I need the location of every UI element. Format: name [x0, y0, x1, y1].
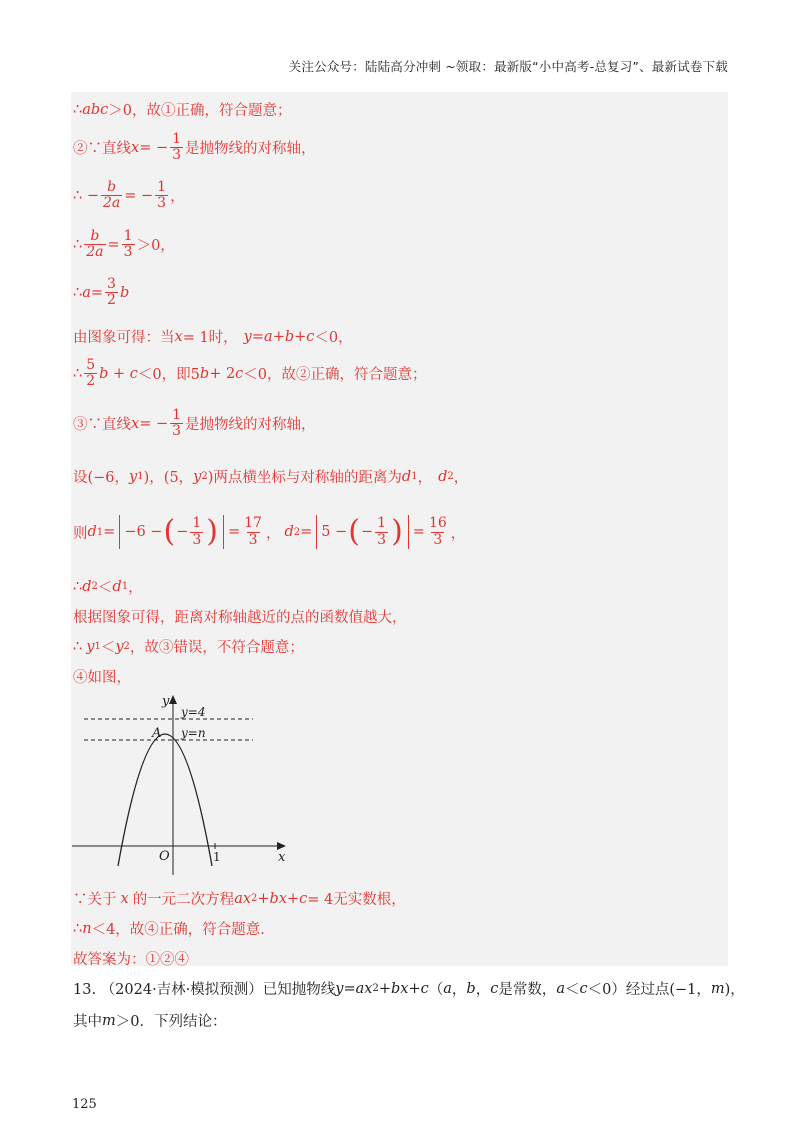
text: ，故③错误，不符合题意；	[129, 640, 304, 656]
text: ，	[475, 982, 491, 998]
math-var: d	[284, 524, 294, 540]
math-var: ax	[234, 890, 252, 907]
solution-line-11	[73, 576, 143, 597]
text: ，	[450, 525, 466, 542]
text: = 4无实数根，	[307, 892, 406, 908]
solution-line-4	[73, 229, 175, 261]
text: +	[294, 328, 307, 345]
text: + 2	[209, 365, 236, 382]
text: ∵关于	[73, 892, 117, 908]
subscript: 1	[137, 471, 144, 482]
text: ＞0，	[136, 238, 175, 255]
math-var: c	[579, 980, 588, 997]
text: +	[257, 890, 270, 907]
text: +	[378, 980, 392, 997]
parabola-graph	[70, 690, 300, 880]
denominator: 3	[157, 195, 167, 212]
text: =	[103, 524, 116, 540]
text: ∴	[73, 365, 83, 382]
right-paren: )	[391, 514, 403, 549]
x-axis-arrow	[277, 842, 286, 850]
math-var: y	[115, 638, 124, 655]
text: =	[343, 980, 356, 997]
line-yn-label: y=n	[181, 726, 206, 740]
numerator: 1	[157, 179, 167, 195]
subscript: 2	[293, 526, 301, 538]
text: +	[408, 980, 421, 997]
math-var: y	[243, 328, 252, 345]
solution-line-13	[73, 636, 304, 657]
denominator: 3	[123, 244, 133, 261]
solution-line-3	[73, 180, 185, 212]
text: ＜	[565, 982, 580, 998]
text: =	[251, 328, 265, 345]
therefore-symbol: ∴	[73, 101, 83, 118]
denominator: 3	[248, 531, 258, 548]
abs-bar-right	[223, 515, 224, 549]
text: +	[287, 890, 300, 907]
text: ＜4，故④正确，符合题意.	[91, 922, 265, 938]
text: ∴ −	[73, 187, 99, 204]
origin-label: O	[159, 849, 170, 864]
text: ＜	[97, 580, 113, 596]
right-paren: )	[206, 514, 218, 549]
text: 是抛物线的对称轴，	[185, 141, 316, 158]
text: 由图象可得：当	[73, 330, 175, 346]
text: =	[90, 284, 104, 301]
text: ＞0．下列结论：	[115, 1014, 227, 1030]
subscript: 1	[411, 471, 418, 482]
solution-line-15	[73, 888, 406, 909]
fraction	[155, 180, 168, 212]
solution-line-5	[73, 277, 129, 309]
left-paren: (	[348, 514, 360, 549]
fraction	[84, 229, 105, 261]
math-var: d	[87, 524, 97, 540]
math-var: x	[131, 415, 140, 432]
text: ，	[170, 189, 185, 206]
solution-line-14: ④如图，	[73, 670, 131, 686]
solution-line-1	[73, 99, 292, 120]
y-axis-label: y	[162, 694, 170, 709]
text: =	[107, 236, 120, 253]
text: 是抛物线的对称轴，	[185, 417, 316, 434]
text: 设(−6，	[73, 470, 130, 486]
fraction	[427, 516, 449, 548]
fraction	[84, 358, 97, 390]
solution-line-16	[73, 918, 265, 939]
page-header: 关注公众号：陆陆高分冲刺 ~领取：最新版“小中高考-总复习”、最新试卷下载	[288, 59, 728, 74]
abs-bar-left	[119, 515, 120, 549]
text: = −	[124, 187, 154, 204]
text: =	[412, 524, 425, 540]
math-var: c	[420, 980, 429, 997]
subscript: 2	[447, 471, 454, 482]
text: ∴	[73, 920, 83, 937]
denominator: 3	[433, 531, 443, 548]
denominator: 3	[377, 531, 387, 548]
text: 13. （2024·吉林·模拟预测）已知抛物线	[73, 982, 336, 998]
denominator: 2	[86, 373, 96, 390]
minus-sign: −	[176, 524, 189, 540]
numerator: b	[107, 179, 117, 195]
text: ②∵直线	[73, 141, 131, 158]
x-axis-label: x	[278, 850, 286, 865]
text: −6 −	[124, 524, 163, 540]
solution-line-7	[73, 358, 427, 390]
text: ∴	[73, 236, 83, 253]
text: ∴	[73, 578, 83, 595]
y-axis-arrow	[169, 695, 177, 704]
text: ，	[451, 982, 467, 998]
math-var: b	[199, 365, 210, 382]
text: 的一元二次方程	[132, 892, 235, 908]
math-var: a	[264, 328, 273, 345]
text: ，	[417, 470, 433, 486]
numerator: 1	[172, 131, 182, 147]
math-var: a	[443, 980, 452, 997]
text: ＜0）经过点(−1，	[587, 982, 711, 998]
superscript: 2	[372, 983, 379, 994]
math-var: c	[306, 328, 315, 345]
fraction	[170, 132, 183, 164]
fraction	[101, 180, 122, 212]
math-var: abc	[82, 101, 109, 118]
fraction	[375, 516, 388, 548]
text: = −	[139, 415, 169, 432]
denominator: 2a	[102, 195, 121, 212]
math-var: x	[174, 328, 183, 345]
text: 其中	[73, 1014, 102, 1030]
math-var: x	[131, 139, 140, 156]
fraction	[122, 229, 135, 261]
math-var: b	[119, 284, 130, 301]
problem-13-line-1	[73, 978, 745, 999]
math-var: y	[129, 468, 138, 485]
math-var: c	[235, 365, 244, 382]
page-number: 125	[72, 1097, 97, 1112]
text: )两点横坐标与对称轴的距离为	[207, 470, 402, 486]
numerator: 1	[192, 515, 202, 532]
fraction	[190, 516, 203, 548]
text: ＞0，故①正确，符合题意；	[108, 103, 292, 119]
math-var: d	[82, 578, 92, 595]
text: 则	[73, 525, 88, 542]
text: =	[227, 524, 241, 540]
text: ＜0，	[314, 330, 353, 346]
numerator: 1	[172, 407, 182, 423]
denominator: 2a	[86, 244, 104, 261]
text: ＜0，故②正确，符合题意；	[243, 367, 427, 384]
numerator: b	[90, 228, 100, 244]
denominator: 3	[172, 423, 182, 440]
math-var: ax	[355, 980, 373, 997]
math-var: n	[82, 920, 92, 937]
solution-line-6	[73, 326, 353, 347]
numerator: 1	[123, 228, 133, 244]
math-var: a	[556, 980, 565, 997]
math-var: x	[120, 890, 129, 907]
text: = −	[139, 139, 169, 156]
denominator: 3	[192, 531, 202, 548]
text: +	[272, 328, 285, 345]
subscript: 2	[123, 641, 130, 652]
text: ∴	[73, 284, 83, 301]
text: ，	[128, 580, 143, 596]
left-paren: (	[163, 514, 176, 549]
math-var: bx	[391, 980, 409, 997]
math-var: c	[299, 890, 308, 907]
math-var: d	[401, 468, 412, 485]
math-expr: b + c	[99, 365, 138, 382]
text: =	[300, 524, 313, 540]
solution-line-9	[73, 466, 468, 487]
text: ＜	[100, 640, 116, 656]
subscript: 1	[121, 581, 129, 592]
numerator: 3	[107, 276, 116, 292]
math-var: c	[490, 980, 499, 997]
line-y4-label: y=4	[181, 705, 206, 719]
subscript: 2	[201, 471, 208, 482]
abs-bar-right	[408, 515, 409, 549]
subscript: 1	[96, 526, 104, 538]
vertex-label: A	[152, 726, 162, 741]
superscript: 2	[251, 893, 258, 904]
math-var: d	[112, 578, 122, 595]
numerator: 5	[86, 357, 96, 373]
abs-bar-left	[316, 515, 317, 549]
text: ，	[265, 525, 281, 542]
text: ，	[453, 470, 469, 486]
text: = 1时，	[182, 330, 238, 346]
solution-line-17: 故答案为：①②④	[73, 952, 189, 968]
math-var: d	[438, 468, 448, 485]
denominator: 2	[107, 292, 116, 309]
fraction	[105, 277, 118, 309]
math-var: b	[466, 980, 476, 997]
text: ∴	[73, 638, 83, 655]
solution-line-10	[73, 515, 465, 549]
math-var: m	[710, 980, 725, 997]
text: )，(5，	[143, 470, 194, 486]
solution-line-8	[73, 408, 316, 440]
math-var: y	[335, 980, 344, 997]
math-var: bx	[269, 890, 288, 907]
math-var: y	[86, 638, 95, 655]
math-var: a	[82, 284, 91, 301]
denominator: 3	[172, 147, 182, 164]
math-var: y	[193, 468, 202, 485]
text: ③∵直线	[73, 417, 131, 434]
subscript: 2	[91, 581, 98, 592]
numerator: 16	[428, 515, 447, 532]
tick-label-1: 1	[213, 850, 221, 864]
numerator: 1	[377, 515, 387, 532]
text: ＜0，即5	[137, 367, 200, 384]
numerator: 17	[244, 515, 262, 532]
math-var: b	[284, 328, 295, 345]
problem-13-line-2	[73, 1010, 226, 1031]
text: 是常数，	[498, 982, 557, 998]
solution-line-2	[73, 132, 316, 164]
fraction	[242, 516, 264, 548]
solution-line-12: 根据图象可得，距离对称轴越近的点的函数值越大，	[73, 610, 407, 626]
text: 5 −	[321, 524, 348, 540]
fraction	[170, 408, 183, 440]
minus-sign: −	[361, 524, 374, 540]
text: )，	[724, 982, 745, 998]
text: （	[428, 982, 444, 998]
math-var: m	[102, 1012, 116, 1029]
subscript: 1	[94, 641, 101, 652]
